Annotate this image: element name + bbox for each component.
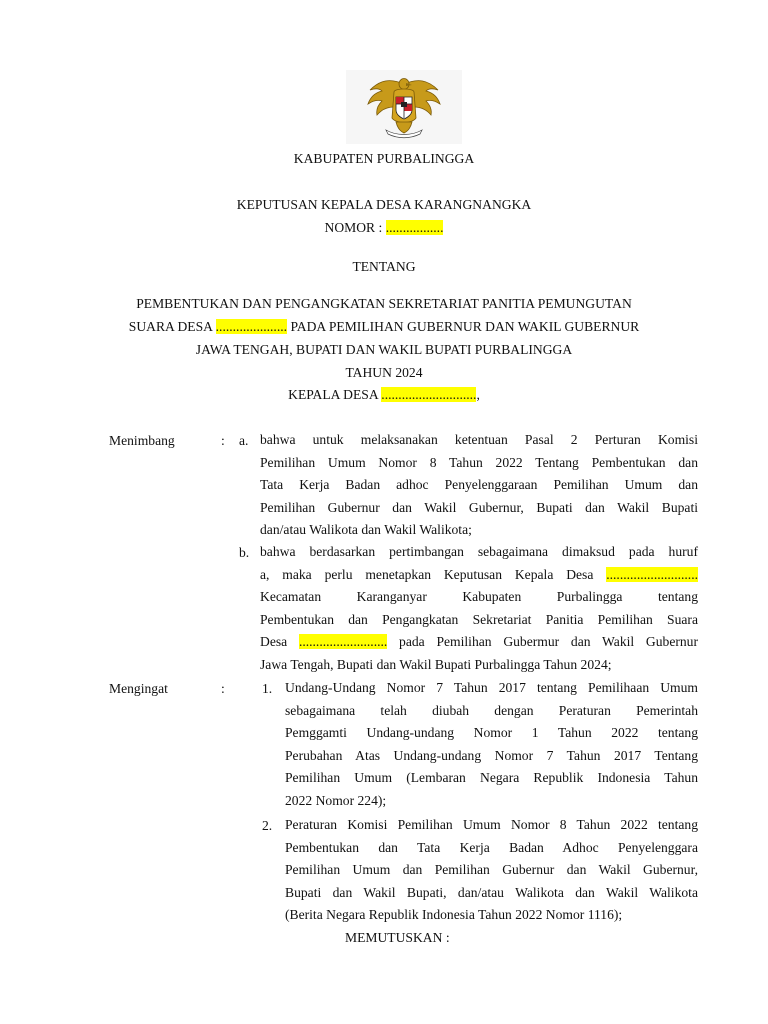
text-line: Pemilihan Umum (Lembaran Negara Republik Indonesia Tahun <box>285 770 698 786</box>
text-line: sebagaimana telah diubah dengan Peraturan Pemerintah <box>285 702 698 718</box>
subject-line-4: TAHUN 2024 <box>345 365 423 380</box>
number-blank: ................. <box>385 220 444 235</box>
decree-number <box>0 219 768 237</box>
decree-title: KEPUTUSAN KEPALA DESA KARANGNANGKA <box>236 197 532 212</box>
mengingat-2-marker: 2. <box>262 818 273 833</box>
mengingat-colon: : <box>221 681 225 696</box>
text-line: Pemilihan Umum dan Pemilihan Gubernur dan Wakil Gubernur, <box>285 862 698 878</box>
subject-line-1: PEMBENTUKAN DAN PENGANGKATAN SEKRETARIAT PANITIA PEMUNGUTAN <box>136 296 632 311</box>
village-head-label: KEPALA DESA <box>288 387 378 402</box>
text-line <box>260 564 698 587</box>
village-name-blank: ..................... <box>215 319 288 334</box>
mengingat-1-marker: 1. <box>262 681 273 696</box>
text-line: Pemggamti Undang-undang Nomor 1 Tahun 2022 tentang <box>285 725 698 741</box>
subject-line-2-pre: SUARA DESA <box>128 319 213 334</box>
text-line: Jawa Tengah, Bupati dan Wakil Bupati Purbalingga Tahun 2024; <box>260 656 612 672</box>
text-line: (Berita Negara Republik Indonesia Tahun 2022 Nomor 1116); <box>285 907 623 923</box>
about-heading: TENTANG <box>352 259 416 274</box>
village-head-line <box>0 386 768 404</box>
text-fragment: Desa <box>260 634 288 650</box>
number-label: NOMOR : <box>324 220 383 235</box>
text-line: bahwa berdasarkan pertimbangan sebagaimana dimaksud pada huruf <box>260 544 698 559</box>
text-line: Peraturan Komisi Pemilihan Umum Nomor 8 Tahun 2022 tentang <box>285 817 698 832</box>
text-line: Perubahan Atas Undang-undang Nomor 7 Tahun 2017 Tentang <box>285 747 698 763</box>
subject-line-3: JAWA TENGAH, BUPATI DAN WAKIL BUPATI PURBALINGGA <box>195 342 573 357</box>
subject-line-2-post: PADA PEMILIHAN GUBERNUR DAN WAKIL GUBERNUR <box>290 319 640 334</box>
mengingat-2-paragraph <box>285 814 698 927</box>
text-line <box>260 631 698 654</box>
menimbang-a-marker: a. <box>239 433 249 448</box>
village-head-comma: , <box>476 387 480 402</box>
text-line: 2022 Nomor 224); <box>285 792 387 808</box>
menimbang-b-marker: b. <box>239 545 250 560</box>
text-line: Kecamatan Karanganyar Kabupaten Purbalingga tentang <box>260 589 698 605</box>
text-line: Pemilihan Gubernur dan Wakil Gubernur, Bupati dan Wakil Bupati <box>260 499 698 515</box>
regency-title: KABUPATEN PURBALINGGA <box>293 151 475 166</box>
decision-heading: MEMUTUSKAN : <box>345 930 450 945</box>
text-line: Tata Kerja Badan adhoc Penyelenggaraan Pemilihan Umum dan <box>260 477 698 493</box>
mengingat-1-paragraph <box>285 677 698 813</box>
text-line: Undang-Undang Nomor 7 Tahun 2017 tentang Pemilihaan Umum <box>285 680 698 695</box>
text-line: Bupati dan Wakil Bupati, dan/atau Walikota dan Wakil Walikota <box>285 884 698 900</box>
village-name-blank: .......................... <box>298 634 388 650</box>
text-line: Pembentukan dan Pengangkatan Sekretariat Panitia Pemilihan Suara <box>260 611 698 627</box>
text-line: dan/atau Walikota dan Wakil Walikota; <box>260 522 472 538</box>
menimbang-colon: : <box>221 433 225 448</box>
subject-line-2 <box>0 318 768 336</box>
menimbang-a-paragraph <box>260 429 698 542</box>
menimbang-label: Menimbang <box>109 433 175 448</box>
mengingat-label: Mengingat <box>109 681 168 696</box>
village-head-blank: ............................ <box>381 387 477 402</box>
text-line: Pembentukan dan Tata Kerja Badan Adhoc Penyelenggara <box>285 839 698 855</box>
text-fragment: pada Pemilihan Gubermur dan Wakil Gubernur <box>399 634 698 650</box>
text-fragment: a, maka perlu menetapkan Keputusan Kepala Desa <box>260 566 594 582</box>
text-line: bahwa untuk melaksanakan ketentuan Pasal 2 Perturan Komisi <box>260 432 698 447</box>
garuda-emblem-icon <box>346 70 462 144</box>
text-line: Pemilihan Umum Nomor 8 Tahun 2022 Tentang Pembentukan dan <box>260 454 698 470</box>
village-name-blank: ........................... <box>606 566 698 582</box>
menimbang-b-paragraph <box>260 541 698 677</box>
